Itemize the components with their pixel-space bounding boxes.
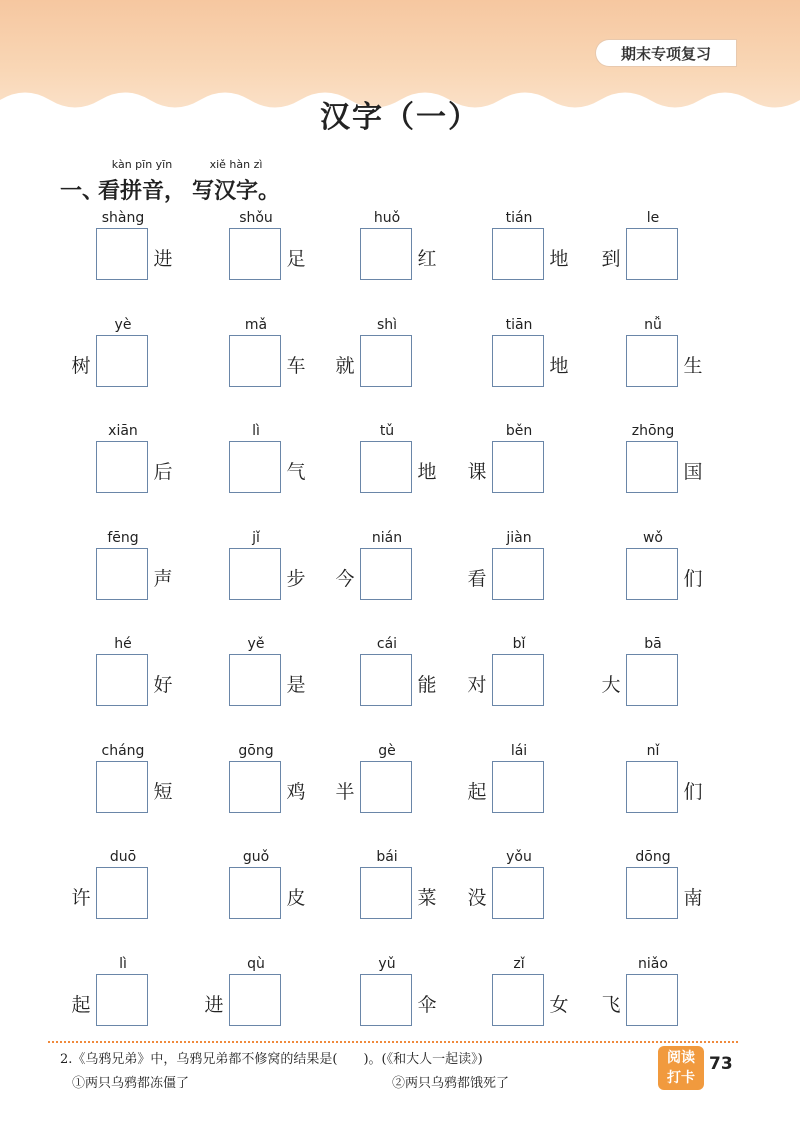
answer-box[interactable] xyxy=(96,867,148,919)
practice-item xyxy=(626,849,756,949)
pinyin-label: zǐ xyxy=(513,955,525,972)
answer-box[interactable] xyxy=(229,228,281,280)
pinyin-label: huǒ xyxy=(373,210,401,226)
answer-box[interactable] xyxy=(360,441,412,493)
answer-box[interactable] xyxy=(96,761,148,813)
option-1: ①两只乌鸦都冻僵了 xyxy=(72,1076,190,1091)
practice-item xyxy=(96,423,226,523)
practice-item xyxy=(626,743,756,843)
pinyin-label: wǒ xyxy=(642,529,663,546)
given-character: 后 xyxy=(153,461,173,483)
answer-box[interactable] xyxy=(626,974,678,1026)
practice-item xyxy=(626,530,756,630)
pinyin-label: le xyxy=(646,210,660,226)
pinyin-label: bǐ xyxy=(512,636,526,652)
given-character: 看 xyxy=(467,567,487,590)
given-character: 皮 xyxy=(286,887,306,909)
given-character: 短 xyxy=(153,780,173,803)
pinyin-label: guǒ xyxy=(242,849,270,865)
pinyin-label: fēng xyxy=(107,529,139,546)
answer-box[interactable] xyxy=(626,441,678,493)
given-character: 鸡 xyxy=(286,780,306,803)
practice-item xyxy=(229,423,359,523)
answer-box[interactable] xyxy=(492,335,544,387)
pinyin-label: shǒu xyxy=(239,210,273,226)
given-character: 车 xyxy=(286,354,306,377)
answer-box[interactable] xyxy=(360,654,412,706)
answer-box[interactable] xyxy=(229,974,281,1026)
pinyin-label: xiān xyxy=(108,423,138,439)
pinyin-label: jǐ xyxy=(252,529,260,546)
option-2: ②两只乌鸦都饿死了 xyxy=(392,1076,510,1091)
pinyin-label: bái xyxy=(376,849,398,865)
given-character: 地 xyxy=(549,354,569,377)
pinyin-label: shàng xyxy=(101,210,145,226)
practice-item xyxy=(68,849,198,949)
practice-item xyxy=(96,530,226,630)
given-character: 就 xyxy=(335,354,355,377)
pinyin-label: nián xyxy=(371,529,403,546)
pinyin-label: nǚ xyxy=(644,316,662,333)
given-character: 进 xyxy=(204,993,224,1016)
pinyin-label: yě xyxy=(247,636,265,652)
practice-item xyxy=(464,743,594,843)
answer-box[interactable] xyxy=(229,867,281,919)
answer-box[interactable] xyxy=(626,867,678,919)
practice-item xyxy=(96,743,226,843)
practice-item xyxy=(229,849,359,949)
practice-item xyxy=(626,317,756,417)
question-number: 一、 xyxy=(60,179,105,204)
pinyin-label: yè xyxy=(114,316,132,333)
pinyin-label: cái xyxy=(376,636,398,652)
reading-question: 2.《乌鸦兄弟》中，乌鸦兄弟都不修窝的结果是( )。(《和大人一起读》) xyxy=(60,1052,483,1067)
given-character: 起 xyxy=(467,780,487,803)
given-character: 今 xyxy=(335,567,355,590)
given-character: 起 xyxy=(71,993,91,1016)
practice-item xyxy=(464,530,594,630)
answer-box[interactable] xyxy=(492,228,544,280)
practice-item xyxy=(229,210,359,310)
given-character: 许 xyxy=(71,887,91,909)
answer-box[interactable] xyxy=(492,441,544,493)
answer-box[interactable] xyxy=(626,761,678,813)
practice-item xyxy=(332,530,462,630)
given-character: 课 xyxy=(467,461,487,483)
dotted-divider xyxy=(48,1041,738,1043)
given-character: 半 xyxy=(335,780,355,803)
given-character: 生 xyxy=(683,354,703,377)
given-character: 地 xyxy=(549,248,569,270)
given-character: 们 xyxy=(683,567,703,590)
answer-box[interactable] xyxy=(229,654,281,706)
pinyin-label: qù xyxy=(247,955,265,972)
practice-item xyxy=(360,210,490,310)
answer-box[interactable] xyxy=(626,228,678,280)
pinyin-label: lì xyxy=(119,955,127,972)
answer-box[interactable] xyxy=(360,867,412,919)
answer-box[interactable] xyxy=(492,654,544,706)
pinyin-label: gè xyxy=(378,742,396,759)
given-character: 女 xyxy=(549,993,569,1016)
given-character: 菜 xyxy=(417,887,437,909)
answer-box[interactable] xyxy=(360,761,412,813)
answer-box[interactable] xyxy=(229,441,281,493)
given-character: 国 xyxy=(683,461,703,483)
pinyin-label: bā xyxy=(644,636,662,652)
pinyin-label: niǎo xyxy=(638,955,668,972)
pinyin-label: lì xyxy=(252,423,260,439)
practice-item xyxy=(96,210,226,310)
practice-item xyxy=(332,743,462,843)
answer-box[interactable] xyxy=(96,654,148,706)
reading-checkin-badge xyxy=(658,1046,704,1090)
answer-box[interactable] xyxy=(96,441,148,493)
given-character: 对 xyxy=(467,674,487,696)
given-character: 南 xyxy=(683,887,703,909)
answer-box[interactable] xyxy=(96,548,148,600)
given-character: 树 xyxy=(71,354,91,377)
given-character: 步 xyxy=(286,567,306,590)
practice-item xyxy=(96,636,226,736)
given-character: 们 xyxy=(683,780,703,803)
given-character: 是 xyxy=(286,674,306,696)
answer-box[interactable] xyxy=(626,654,678,706)
practice-item xyxy=(598,636,728,736)
answer-box[interactable] xyxy=(96,228,148,280)
pinyin-label: yǒu xyxy=(506,849,532,865)
pinyin-label: tiān xyxy=(505,316,533,333)
given-character: 声 xyxy=(153,567,173,590)
given-character: 飞 xyxy=(601,993,621,1016)
given-character: 伞 xyxy=(417,993,437,1016)
pinyin-label: tián xyxy=(505,210,533,226)
page-title: 汉字（一） xyxy=(320,100,480,135)
pinyin-label: gōng xyxy=(238,742,274,759)
heading-hanzi: 写汉字。 xyxy=(191,179,280,204)
practice-item xyxy=(68,317,198,417)
pinyin-label: nǐ xyxy=(646,742,660,759)
pinyin-label: duō xyxy=(109,849,137,865)
practice-item xyxy=(492,317,622,417)
answer-box[interactable] xyxy=(492,548,544,600)
pinyin-label: jiàn xyxy=(506,529,532,546)
given-character: 好 xyxy=(153,674,173,696)
practice-item xyxy=(626,423,756,523)
practice-item xyxy=(229,636,359,736)
practice-item xyxy=(598,210,728,310)
pinyin-label: lái xyxy=(510,742,528,759)
answer-box[interactable] xyxy=(229,548,281,600)
answer-box[interactable] xyxy=(360,548,412,600)
section-tab: 期末专项复习 xyxy=(596,40,736,66)
pinyin-label: dōng xyxy=(635,849,671,865)
answer-box[interactable] xyxy=(492,867,544,919)
answer-box[interactable] xyxy=(492,761,544,813)
given-character: 大 xyxy=(601,674,621,696)
given-character: 足 xyxy=(286,248,306,270)
pinyin-label: shì xyxy=(376,316,398,333)
answer-box[interactable] xyxy=(626,548,678,600)
heading-pinyin: xiě hàn zì xyxy=(209,158,263,171)
heading-word xyxy=(188,158,284,205)
practice-item xyxy=(464,849,594,949)
answer-box[interactable] xyxy=(492,974,544,1026)
answer-box[interactable] xyxy=(229,761,281,813)
heading-hanzi: 看拼音， xyxy=(98,179,187,204)
answer-box[interactable] xyxy=(360,974,412,1026)
given-character: 到 xyxy=(601,248,621,270)
answer-box[interactable] xyxy=(360,335,412,387)
pinyin-label: tǔ xyxy=(379,423,395,439)
practice-item xyxy=(464,423,594,523)
given-character: 能 xyxy=(417,674,437,696)
heading-pinyin: kàn pīn yīn xyxy=(111,158,173,171)
answer-box[interactable] xyxy=(626,335,678,387)
pinyin-label: yǔ xyxy=(378,955,396,972)
practice-item xyxy=(464,636,594,736)
pinyin-label: zhōng xyxy=(631,423,675,439)
answer-box[interactable] xyxy=(360,228,412,280)
given-character: 气 xyxy=(286,461,306,483)
given-character: 红 xyxy=(417,248,437,270)
practice-item xyxy=(332,317,462,417)
given-character: 地 xyxy=(417,461,437,483)
heading-word xyxy=(98,158,186,205)
pinyin-label: běn xyxy=(505,423,533,439)
answer-box[interactable] xyxy=(96,974,148,1026)
pinyin-label: mǎ xyxy=(244,316,268,333)
given-character: 进 xyxy=(153,248,173,270)
badge-label: 阅读 打卡 xyxy=(667,1050,695,1086)
pinyin-label: cháng xyxy=(101,742,145,759)
page-number: 73 xyxy=(709,1054,733,1074)
answer-box[interactable] xyxy=(229,335,281,387)
given-character: 没 xyxy=(467,887,487,909)
pinyin-label: hé xyxy=(114,636,132,652)
answer-box[interactable] xyxy=(96,335,148,387)
